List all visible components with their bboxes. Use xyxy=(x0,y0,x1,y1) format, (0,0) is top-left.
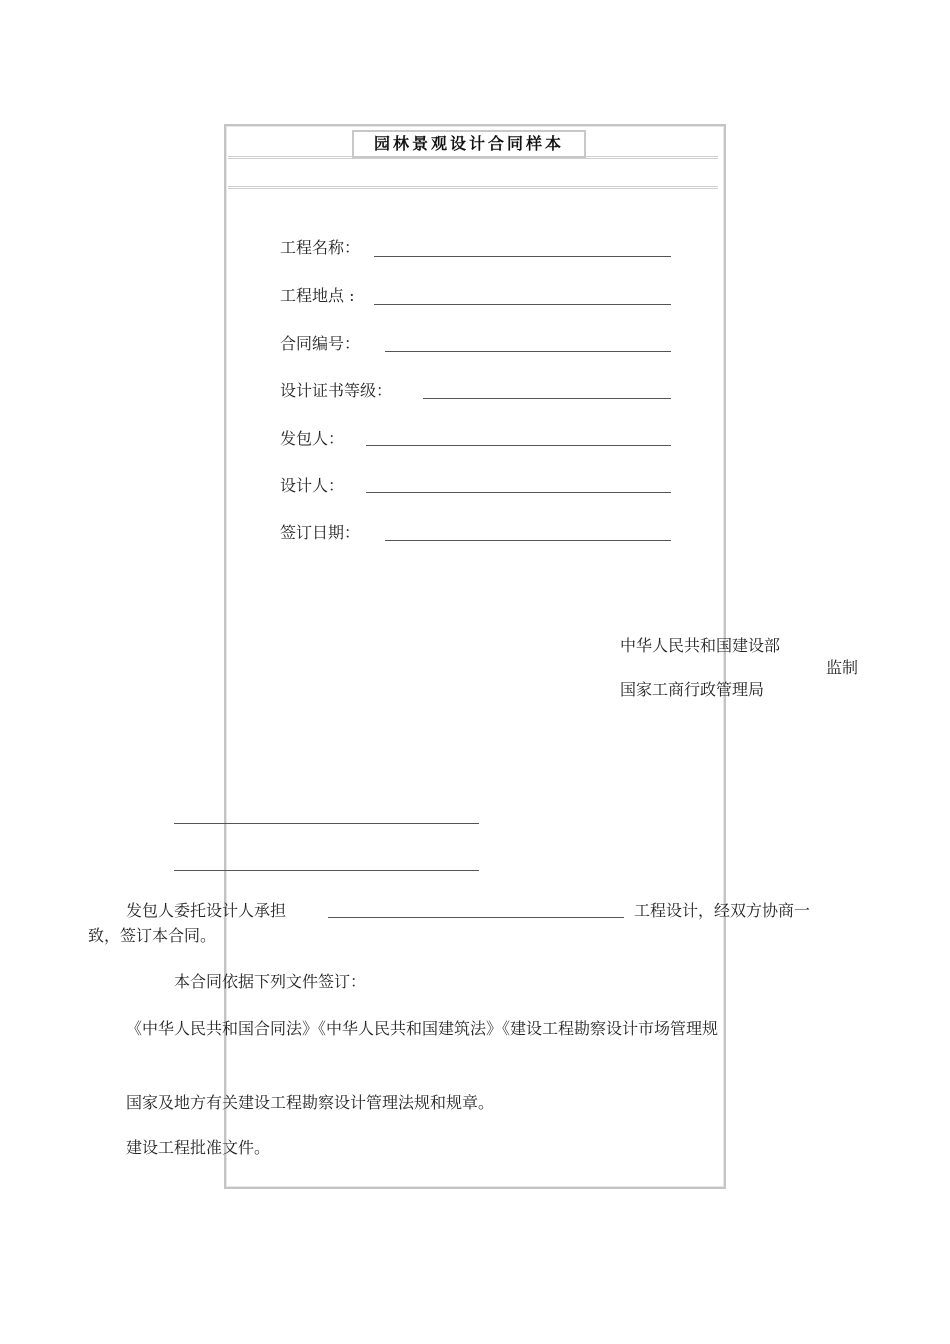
issuer-administration: 国家工商行政管理局 xyxy=(620,680,765,699)
field-project-location-line xyxy=(374,304,671,305)
field-contract-number-label: 合同编号： xyxy=(280,334,361,353)
blank-rule xyxy=(174,823,479,824)
field-client-label: 发包人： xyxy=(280,429,345,448)
basis-heading: 本合同依据下列文件签订： xyxy=(174,972,367,991)
field-designer-label: 设计人： xyxy=(280,476,345,495)
field-client-line xyxy=(366,445,671,446)
issuer-supervise: 监制 xyxy=(826,658,859,677)
field-sign-date-line xyxy=(385,540,671,541)
issuer-ministry: 中华人民共和国建设部 xyxy=(620,636,781,655)
basis-regulations: 国家及地方有关建设工程勘察设计管理法规和规章。 xyxy=(126,1093,495,1112)
para-commission-start: 发包人委托设计人承担 xyxy=(126,901,287,920)
para-commission-end: 工程设计，经双方协商一 xyxy=(634,901,811,920)
blank-rule xyxy=(174,870,479,871)
field-contract-number-line xyxy=(385,351,671,352)
field-sign-date-label: 签订日期： xyxy=(280,523,361,542)
project-blank-line xyxy=(328,917,624,918)
basis-approval-docs: 建设工程批准文件。 xyxy=(126,1138,271,1157)
title-bar xyxy=(228,128,718,159)
field-designer-line xyxy=(366,492,671,493)
field-certificate-grade-label: 设计证书等级： xyxy=(280,381,393,400)
subtitle-bar xyxy=(228,160,718,189)
field-project-name-line xyxy=(374,256,671,257)
document-title: 园林景观设计合同样本 xyxy=(352,130,586,158)
basis-laws: 《中华人民共和国合同法》《中华人民共和国建筑法》《建设工程勘察设计市场管理规 xyxy=(126,1019,719,1038)
para-commission-cont: 致，签订本合同。 xyxy=(88,926,217,945)
field-project-location-label: 工程地点 : xyxy=(280,286,355,305)
field-certificate-grade-line xyxy=(423,398,671,399)
field-project-name-label: 工程名称： xyxy=(280,238,361,257)
